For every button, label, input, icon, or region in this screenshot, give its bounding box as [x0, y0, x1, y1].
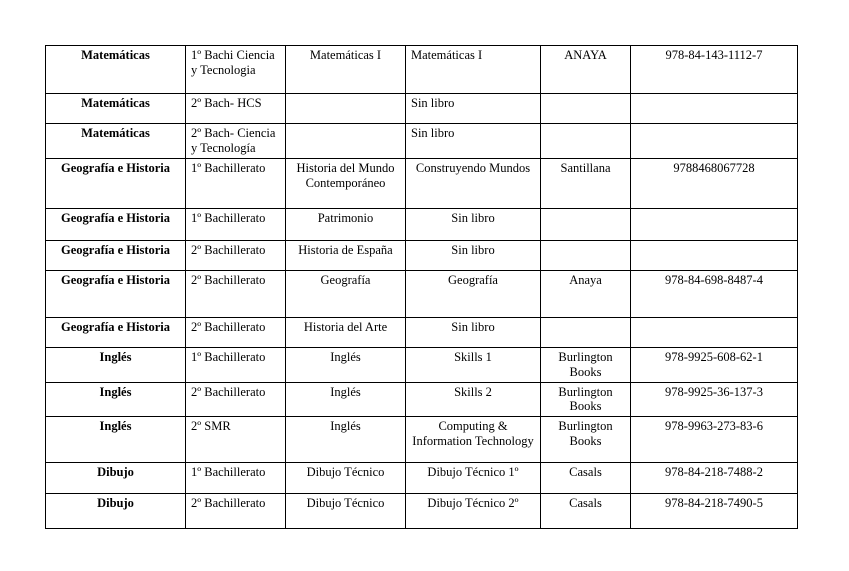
- table-row: [46, 159, 798, 209]
- cell-subject-area: Matemáticas I: [286, 46, 406, 94]
- table-row: [46, 209, 798, 241]
- cell-book-title: Geografía: [406, 271, 541, 318]
- cell-isbn: 978-9925-36-137-3: [631, 382, 798, 417]
- table-row: [46, 382, 798, 417]
- cell-subject-area: Dibujo Técnico: [286, 463, 406, 494]
- cell-publisher: Santillana: [541, 159, 631, 209]
- table-row: [46, 463, 798, 494]
- cell-subject-area: [286, 94, 406, 124]
- cell-book-title: Dibujo Técnico 2º: [406, 494, 541, 529]
- cell-publisher: [541, 94, 631, 124]
- cell-subject: Geografía e Historia: [46, 271, 186, 318]
- table-row: [46, 46, 798, 94]
- cell-subject-area: Dibujo Técnico: [286, 494, 406, 529]
- table-row: [46, 417, 798, 463]
- cell-subject-area: Patrimonio: [286, 209, 406, 241]
- cell-isbn: [631, 318, 798, 348]
- cell-publisher: Anaya: [541, 271, 631, 318]
- cell-subject: Inglés: [46, 348, 186, 383]
- cell-course: 1º Bachillerato: [186, 348, 286, 383]
- cell-publisher: Burlington Books: [541, 417, 631, 463]
- cell-subject: Matemáticas: [46, 46, 186, 94]
- cell-subject: Dibujo: [46, 494, 186, 529]
- cell-course: 2º Bachillerato: [186, 494, 286, 529]
- cell-book-title: Sin libro: [406, 124, 541, 159]
- cell-book-title: Sin libro: [406, 241, 541, 271]
- cell-isbn: 9788468067728: [631, 159, 798, 209]
- cell-course: 1º Bachi Ciencia y Tecnologia: [186, 46, 286, 94]
- cell-isbn: 978-84-698-8487-4: [631, 271, 798, 318]
- cell-book-title: Construyendo Mundos: [406, 159, 541, 209]
- cell-subject-area: Historia de España: [286, 241, 406, 271]
- cell-publisher: [541, 209, 631, 241]
- table-row: [46, 318, 798, 348]
- cell-isbn: [631, 241, 798, 271]
- cell-isbn: [631, 209, 798, 241]
- cell-subject-area: [286, 124, 406, 159]
- cell-course: 2º Bachillerato: [186, 271, 286, 318]
- cell-isbn: [631, 124, 798, 159]
- table-row: [46, 124, 798, 159]
- cell-course: 2º Bach- Ciencia y Tecnología: [186, 124, 286, 159]
- cell-publisher: ANAYA: [541, 46, 631, 94]
- cell-isbn: 978-9963-273-83-6: [631, 417, 798, 463]
- cell-publisher: Burlington Books: [541, 348, 631, 383]
- cell-subject-area: Historia del Mundo Contemporáneo: [286, 159, 406, 209]
- cell-course: 2º Bach- HCS: [186, 94, 286, 124]
- cell-subject: Geografía e Historia: [46, 241, 186, 271]
- cell-subject: Matemáticas: [46, 94, 186, 124]
- cell-subject-area: Inglés: [286, 417, 406, 463]
- cell-book-title: Sin libro: [406, 318, 541, 348]
- cell-subject-area: Inglés: [286, 348, 406, 383]
- cell-subject: Geografía e Historia: [46, 209, 186, 241]
- cell-course: 1º Bachillerato: [186, 159, 286, 209]
- cell-subject-area: Inglés: [286, 382, 406, 417]
- cell-publisher: [541, 241, 631, 271]
- cell-subject: Geografía e Historia: [46, 318, 186, 348]
- book-list-table: [45, 45, 798, 529]
- cell-publisher: [541, 124, 631, 159]
- cell-publisher: Casals: [541, 463, 631, 494]
- cell-book-title: Computing & Information Technology: [406, 417, 541, 463]
- table-row: [46, 348, 798, 383]
- cell-course: 2º Bachillerato: [186, 382, 286, 417]
- table-row: [46, 241, 798, 271]
- cell-book-title: Sin libro: [406, 94, 541, 124]
- cell-course: 2º Bachillerato: [186, 318, 286, 348]
- cell-book-title: Skills 2: [406, 382, 541, 417]
- cell-subject-area: Geografía: [286, 271, 406, 318]
- table-row: [46, 271, 798, 318]
- table-row: [46, 494, 798, 529]
- cell-isbn: 978-84-218-7488-2: [631, 463, 798, 494]
- table-body: [46, 46, 798, 529]
- cell-course: 1º Bachillerato: [186, 463, 286, 494]
- cell-isbn: 978-9925-608-62-1: [631, 348, 798, 383]
- cell-book-title: Skills 1: [406, 348, 541, 383]
- cell-publisher: [541, 318, 631, 348]
- cell-subject: Inglés: [46, 417, 186, 463]
- cell-subject: Matemáticas: [46, 124, 186, 159]
- cell-publisher: Casals: [541, 494, 631, 529]
- cell-course: 2º SMR: [186, 417, 286, 463]
- cell-course: 2º Bachillerato: [186, 241, 286, 271]
- cell-isbn: [631, 94, 798, 124]
- cell-isbn: 978-84-143-1112-7: [631, 46, 798, 94]
- cell-course: 1º Bachillerato: [186, 209, 286, 241]
- cell-isbn: 978-84-218-7490-5: [631, 494, 798, 529]
- cell-subject: Inglés: [46, 382, 186, 417]
- cell-subject-area: Historia del Arte: [286, 318, 406, 348]
- cell-subject: Geografía e Historia: [46, 159, 186, 209]
- cell-book-title: Sin libro: [406, 209, 541, 241]
- cell-publisher: Burlington Books: [541, 382, 631, 417]
- table-row: [46, 94, 798, 124]
- cell-book-title: Matemáticas I: [406, 46, 541, 94]
- cell-subject: Dibujo: [46, 463, 186, 494]
- cell-book-title: Dibujo Técnico 1º: [406, 463, 541, 494]
